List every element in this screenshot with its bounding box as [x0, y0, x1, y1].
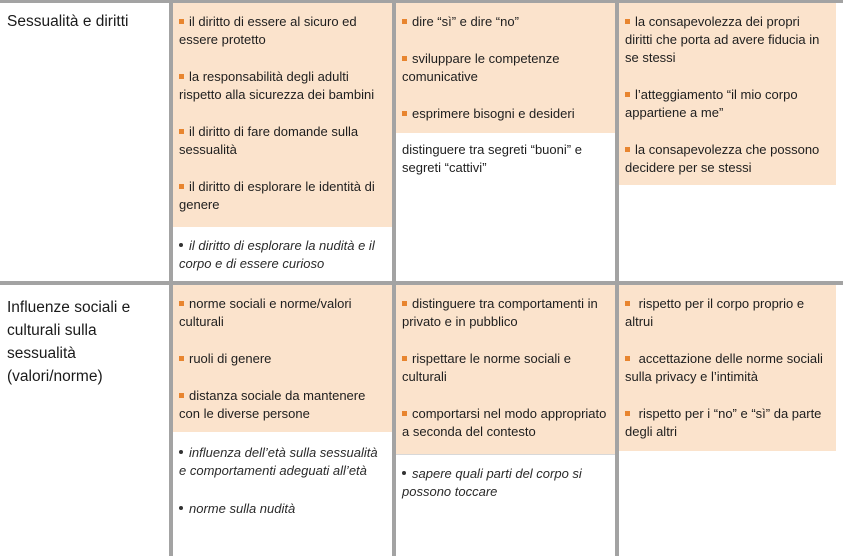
square-bullet-icon: [625, 301, 630, 306]
row1-col1: [173, 3, 392, 281]
row1-col2-shaded: [396, 3, 615, 133]
row-label-influenze-sociali: Influenze sociali e culturali sulla sessualità (valori/norme): [7, 299, 131, 385]
square-bullet-icon: [625, 19, 630, 24]
list-item: distinguere tra segreti “buoni” e segreti “cattivi”: [402, 142, 582, 175]
square-bullet-icon: [179, 301, 184, 306]
row1-col1-shaded: [173, 3, 392, 227]
row2-col1-shaded: [173, 285, 392, 432]
round-bullet-icon: [179, 506, 183, 510]
square-bullet-icon: [402, 111, 407, 116]
row2-col3-shaded: [619, 285, 836, 451]
row-label-sessualita-diritti: Sessualità e diritti: [7, 13, 129, 30]
row1-col2: [396, 3, 615, 281]
square-bullet-icon: [402, 356, 407, 361]
square-bullet-icon: [625, 356, 630, 361]
list-item: il diritto di fare domande sulla sessualità: [179, 124, 359, 157]
square-bullet-icon: [179, 129, 184, 134]
square-bullet-icon: [402, 19, 407, 24]
row1-col2-plain: [396, 133, 615, 183]
round-bullet-icon: [179, 243, 183, 247]
list-item: norme sociali e norme/valori culturali: [179, 296, 352, 329]
square-bullet-icon: [625, 411, 630, 416]
list-item: rispetto per il corpo proprio e altrui: [625, 296, 805, 329]
list-item: sviluppare le competenze comunicative: [402, 51, 560, 84]
round-bullet-icon: [402, 471, 406, 475]
list-item: ruoli di genere: [179, 350, 386, 368]
row2-col1: [173, 285, 392, 556]
square-bullet-icon: [402, 56, 407, 61]
list-item: l’atteggiamento “il mio corpo appartiene a me”: [625, 87, 798, 120]
row2-col2-plain: [396, 454, 615, 507]
list-item: la consapevolezza dei propri diritti che porta ad avere fiducia in se stessi: [625, 14, 820, 65]
list-item: il diritto di esplorare la nudità e il corpo e di essere curioso: [179, 238, 375, 271]
list-item: rispettare le norme sociali e culturali: [402, 351, 571, 384]
square-bullet-icon: [179, 19, 184, 24]
square-bullet-icon: [625, 147, 630, 152]
list-item: comportarsi nel modo appropriato a seconda del contesto: [402, 406, 607, 439]
square-bullet-icon: [625, 92, 630, 97]
square-bullet-icon: [179, 184, 184, 189]
list-item: norme sulla nudità: [179, 500, 386, 518]
list-item: rispetto per i “no” e “sì” da parte degli altri: [625, 406, 822, 439]
list-item: sapere quali parti del corpo si possono toccare: [402, 466, 582, 499]
row2-col3: [619, 285, 836, 556]
row1-col3: [619, 3, 836, 281]
square-bullet-icon: [402, 411, 407, 416]
row2-col2-shaded: [396, 285, 615, 454]
list-item: influenza dell’età sulla sessualità e comportamenti adeguati all’età: [179, 445, 378, 478]
row2-col1-plain: [173, 432, 392, 524]
list-item: la responsabilità degli adulti rispetto alla sicurezza dei bambini: [179, 69, 375, 102]
list-item: distanza sociale da mantenere con le diverse persone: [179, 388, 366, 421]
list-item: accettazione delle norme sociali sulla privacy e l’intimità: [625, 351, 823, 384]
list-item: distinguere tra comportamenti in privato e in pubblico: [402, 296, 598, 329]
square-bullet-icon: [402, 301, 407, 306]
list-item: dire “sì” e dire “no”: [402, 13, 609, 31]
row1-col3-shaded: [619, 3, 836, 185]
list-item: il diritto di esplorare le identità di genere: [179, 179, 375, 212]
row2-col2: [396, 285, 615, 556]
square-bullet-icon: [179, 356, 184, 361]
row1-col1-plain: [173, 227, 392, 279]
round-bullet-icon: [179, 450, 183, 454]
square-bullet-icon: [179, 74, 184, 79]
list-item: la consapevolezza che possono decidere per se stessi: [625, 142, 820, 175]
list-item: esprimere bisogni e desideri: [402, 105, 609, 123]
square-bullet-icon: [179, 393, 184, 398]
list-item: il diritto di essere al sicuro ed essere protetto: [179, 14, 357, 47]
